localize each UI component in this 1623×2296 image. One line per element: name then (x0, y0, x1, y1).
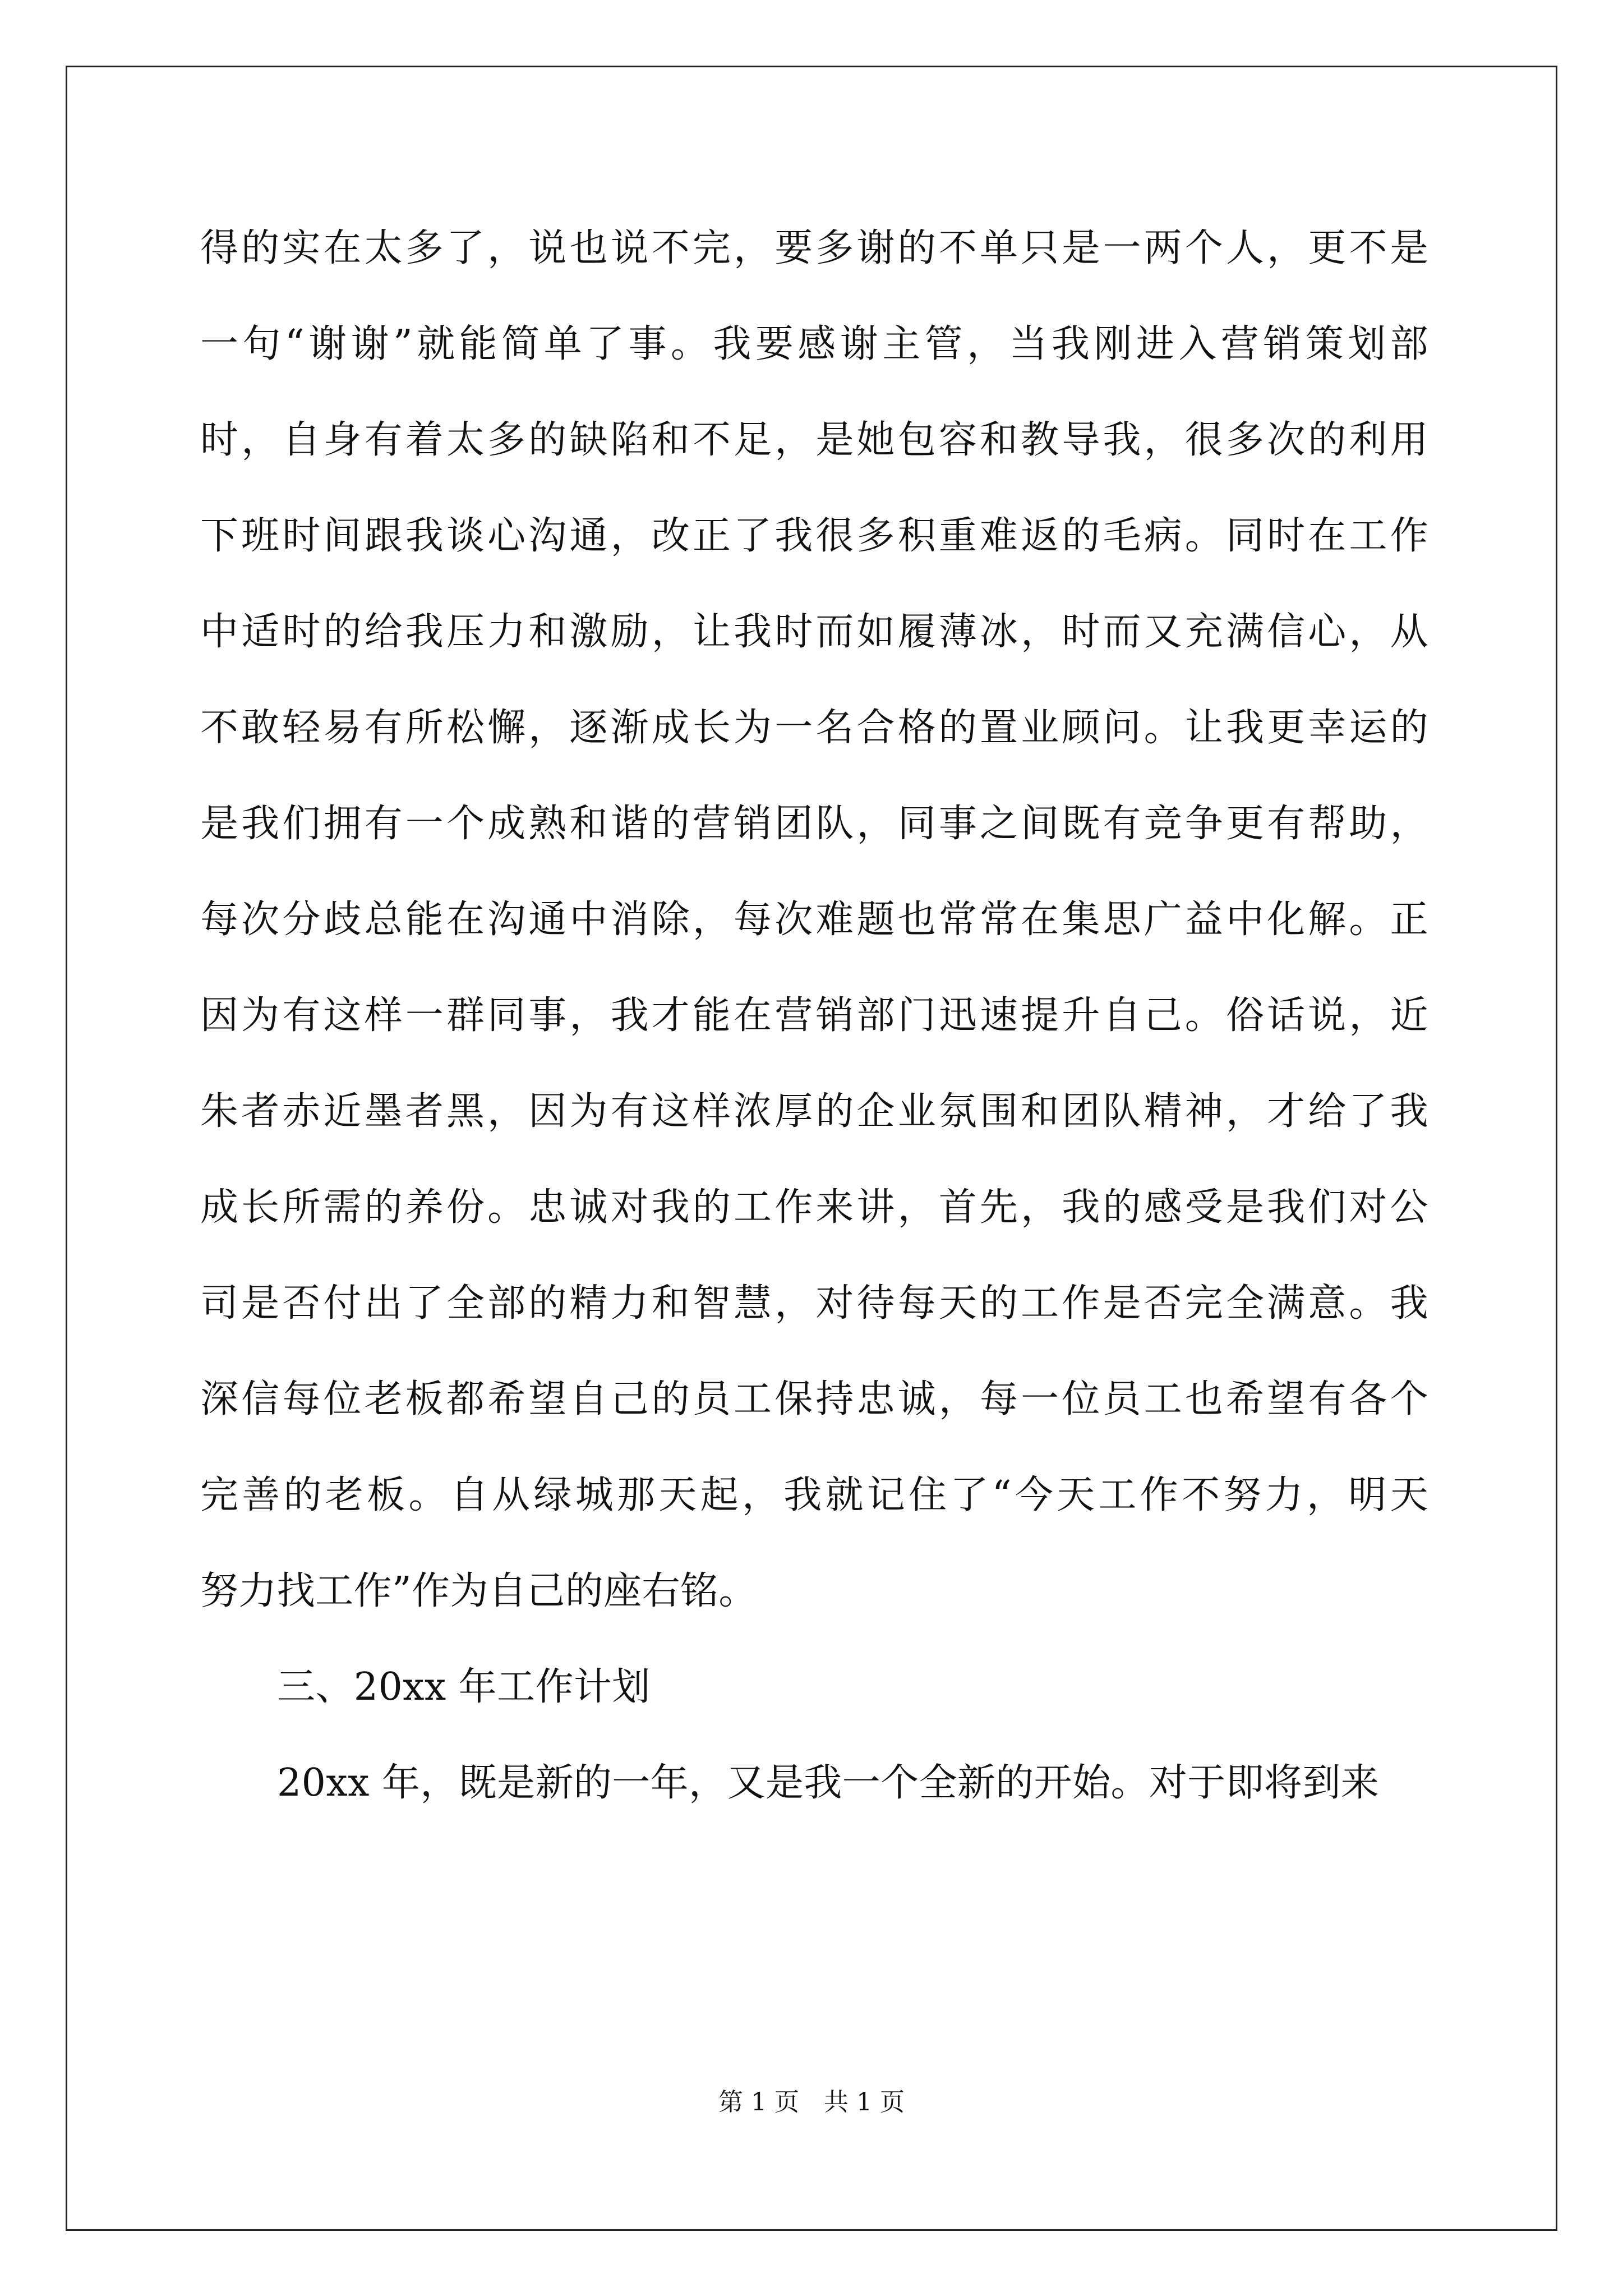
paragraph-line: 每次分歧总能在沟通中消除，每次难题也常常在集思广益中化解。正 (200, 898, 1428, 942)
document-body (200, 212, 1428, 1843)
paragraph-line: 一句“谢谢”就能简单了事。我要感谢主管，当我刚进入营销策划部 (200, 322, 1428, 366)
paragraph-line: 朱者赤近墨者黑，因为有这样浓厚的企业氛围和团队精神，才给了我 (200, 1089, 1428, 1134)
section-heading: 三、20xx 年工作计划 (277, 1665, 651, 1709)
paragraph-line: 中适时的给我压力和激励，让我时而如履薄冰，时而又充满信心，从 (200, 610, 1428, 654)
paragraph-line: 不敢轻易有所松懈，逐渐成长为一名合格的置业顾问。让我更幸运的 (200, 706, 1428, 750)
paragraph-line: 时，自身有着太多的缺陷和不足，是她包容和教导我，很多次的利用 (200, 418, 1428, 462)
paragraph-line: 是我们拥有一个成熟和谐的营销团队，同事之间既有竞争更有帮助， (200, 802, 1428, 846)
paragraph-line: 得的实在太多了，说也说不完，要多谢的不单只是一两个人，更不是 (200, 226, 1428, 270)
paragraph-line: 下班时间跟我谈心沟通，改正了我很多积重难返的毛病。同时在工作 (200, 514, 1428, 558)
paragraph-line: 深信每位老板都希望自己的员工保持忠诚，每一位员工也希望有各个 (200, 1377, 1428, 1421)
paragraph-line: 司是否付出了全部的精力和智慧，对待每天的工作是否完全满意。我 (200, 1281, 1428, 1326)
paragraph-line: 努力找工作”作为自己的座右铭。 (200, 1569, 757, 1613)
page-number: 第 1 页 共 1 页 (718, 2088, 905, 2116)
paragraph-line: 成长所需的养份。忠诚对我的工作来讲，首先，我的感受是我们对公 (200, 1185, 1428, 1230)
paragraph-line: 因为有这样一群同事，我才能在营销部门迅速提升自己。俗话说，近 (200, 993, 1428, 1038)
paragraph-line: 完善的老板。自从绿城那天起，我就记住了“今天工作不努力，明天 (200, 1473, 1428, 1517)
paragraph-line: 20xx 年，既是新的一年，又是我一个全新的开始。对于即将到来 (277, 1761, 1380, 1805)
